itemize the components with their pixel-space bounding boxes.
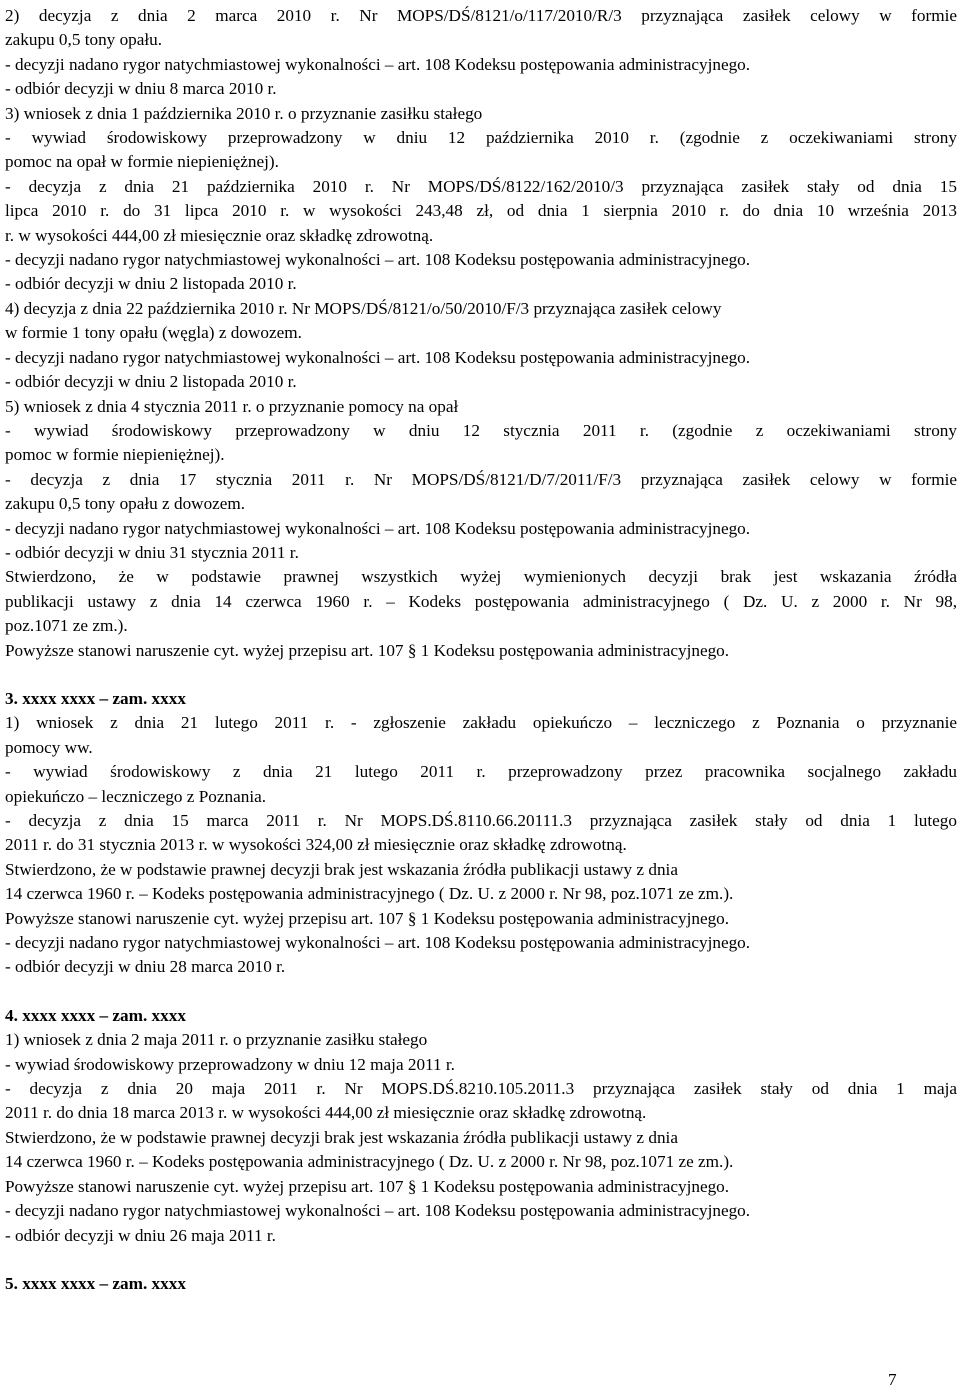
text-line: poz.1071 ze zm.).	[5, 616, 128, 636]
text-line: zakupu 0,5 tony opału z dowozem.	[5, 494, 246, 514]
text-line: - wywiad środowiskowy z dnia 21 lutego 2011 r. przeprowadzony przez pracownika socjalnego zakładu	[5, 762, 957, 782]
document-body	[5, 4, 957, 1296]
text-line: 1) wniosek z dnia 2 maja 2011 r. o przyznanie zasiłku stałego	[5, 1030, 428, 1050]
paragraph-gap	[5, 1248, 957, 1272]
text-line: Stwierdzono, że w podstawie prawnej decyzji brak jest wskazania źródła publikacji ustawy z dnia	[5, 859, 678, 879]
text-line: - wywiad środowiskowy przeprowadzony w dniu 12 stycznia 2011 r. (zgodnie z oczekiwaniami strony	[5, 420, 957, 440]
text-line: pomoc na opał w formie niepieniężnej).	[5, 152, 279, 172]
text-line: Stwierdzono, że w podstawie prawnej decyzji brak jest wskazania źródła publikacji ustawy z dnia	[5, 1127, 678, 1147]
text-line: - odbiór decyzji w dniu 31 stycznia 2011 r.	[5, 542, 299, 562]
text-line: - decyzji nadano rygor natychmiastowej wykonalności – art. 108 Kodeksu postępowania administracyjnego.	[5, 1201, 751, 1221]
text-line: Stwierdzono, że w podstawie prawnej wszystkich wyżej wymienionych decyzji brak jest wskazania źródła	[5, 567, 957, 587]
text-line: lipca 2010 r. do 31 lipca 2010 r. w wysokości 243,48 zł, od dnia 1 sierpnia 2010 r. do dnia 10 września 2013	[5, 201, 957, 221]
section-heading: 3. xxxx xxxx – zam. xxxx	[5, 688, 186, 708]
text-line: - odbiór decyzji w dniu 28 marca 2010 r.	[5, 957, 286, 977]
text-line: - odbiór decyzji w dniu 26 maja 2011 r.	[5, 1225, 276, 1245]
text-line: - decyzji nadano rygor natychmiastowej wykonalności – art. 108 Kodeksu postępowania administracyjnego.	[5, 250, 751, 270]
text-line: - odbiór decyzji w dniu 2 listopada 2010 r.	[5, 372, 297, 392]
text-line: 3) wniosek z dnia 1 października 2010 r. o przyznanie zasiłku stałego	[5, 103, 483, 123]
text-line: - decyzji nadano rygor natychmiastowej wykonalności – art. 108 Kodeksu postępowania administracyjnego.	[5, 347, 751, 367]
text-line: pomocy ww.	[5, 737, 93, 757]
text-line: w formie 1 tony opału (węgla) z dowozem.	[5, 323, 302, 343]
text-line: - decyzji nadano rygor natychmiastowej wykonalności – art. 108 Kodeksu postępowania administracyjnego.	[5, 933, 751, 953]
text-line: 5) wniosek z dnia 4 stycznia 2011 r. o przyznanie pomocy na opał	[5, 396, 459, 416]
text-line: 2011 r. do 31 stycznia 2013 r. w wysokości 324,00 zł miesięcznie oraz składkę zdrowotną.	[5, 835, 627, 855]
text-line: Powyższe stanowi naruszenie cyt. wyżej przepisu art. 107 § 1 Kodeksu postępowania administracyjnego.	[5, 1176, 730, 1196]
section-heading: 5. xxxx xxxx – zam. xxxx	[5, 1273, 186, 1293]
text-line: 14 czerwca 1960 r. – Kodeks postępowania administracyjnego ( Dz. U. z 2000 r. Nr 98, poz.1071 ze zm.).	[5, 884, 734, 904]
text-line: r. w wysokości 444,00 zł miesięcznie oraz składkę zdrowotną.	[5, 225, 434, 245]
text-line: zakupu 0,5 tony opału.	[5, 30, 163, 50]
text-line: - decyzji nadano rygor natychmiastowej wykonalności – art. 108 Kodeksu postępowania administracyjnego.	[5, 518, 751, 538]
text-line: - decyzja z dnia 15 marca 2011 r. Nr MOPS.DŚ.8110.66.20111.3 przyznająca zasiłek stały od dnia 1 lutego	[5, 811, 957, 830]
text-line: publikacji ustawy z dnia 14 czerwca 1960 r. – Kodeks postępowania administracyjnego ( Dz. U. z 2000 r. Nr 98,	[5, 591, 957, 611]
text-line: - decyzja z dnia 17 stycznia 2011 r. Nr MOPS/DŚ/8121/D/7/2011/F/3 przyznająca zasiłek celowy w formie	[5, 469, 957, 489]
text-line: - odbiór decyzji w dniu 2 listopada 2010 r.	[5, 274, 297, 294]
text-line: pomoc w formie niepieniężnej).	[5, 445, 225, 465]
section-heading: 4. xxxx xxxx – zam. xxxx	[5, 1005, 186, 1025]
text-line: - decyzja z dnia 21 października 2010 r. Nr MOPS/DŚ/8122/162/2010/3 przyznająca zasiłek stały od dnia 15	[5, 176, 957, 196]
page-number: 7	[888, 1370, 897, 1389]
text-line: Powyższe stanowi naruszenie cyt. wyżej przepisu art. 107 § 1 Kodeksu postępowania administracyjnego.	[5, 908, 730, 928]
text-line: - odbiór decyzji w dniu 8 marca 2010 r.	[5, 79, 277, 99]
text-line: 4) decyzja z dnia 22 października 2010 r. Nr MOPS/DŚ/8121/o/50/2010/F/3 przyznająca zasiłek celowy	[5, 298, 722, 318]
text-line: - decyzja z dnia 20 maja 2011 r. Nr MOPS.DŚ.8210.105.2011.3 przyznająca zasiłek stały od dnia 1 maja	[5, 1079, 957, 1099]
text-line: Powyższe stanowi naruszenie cyt. wyżej przepisu art. 107 § 1 Kodeksu postępowania administracyjnego.	[5, 640, 730, 660]
text-line: - wywiad środowiskowy przeprowadzony w dniu 12 maja 2011 r.	[5, 1054, 455, 1074]
text-line: 2011 r. do dnia 18 marca 2013 r. w wysokości 444,00 zł miesięcznie oraz składkę zdrowotną.	[5, 1103, 647, 1123]
text-line: - wywiad środowiskowy przeprowadzony w dniu 12 października 2010 r. (zgodnie z oczekiwaniami strony	[5, 128, 957, 148]
text-line: 2) decyzja z dnia 2 marca 2010 r. Nr MOPS/DŚ/8121/o/117/2010/R/3 przyznająca zasiłek celowy w formie	[5, 6, 957, 25]
paragraph-gap	[5, 980, 957, 1004]
text-line: 14 czerwca 1960 r. – Kodeks postępowania administracyjnego ( Dz. U. z 2000 r. Nr 98, poz.1071 ze zm.).	[5, 1152, 734, 1172]
text-line: opiekuńczo – leczniczego z Poznania.	[5, 786, 267, 806]
text-line: 1) wniosek z dnia 21 lutego 2011 r. - zgłoszenie zakładu opiekuńczo – leczniczego z Poznania o przyznanie	[5, 713, 957, 733]
paragraph-gap	[5, 663, 957, 687]
text-line: - decyzji nadano rygor natychmiastowej wykonalności – art. 108 Kodeksu postępowania administracyjnego.	[5, 54, 751, 74]
